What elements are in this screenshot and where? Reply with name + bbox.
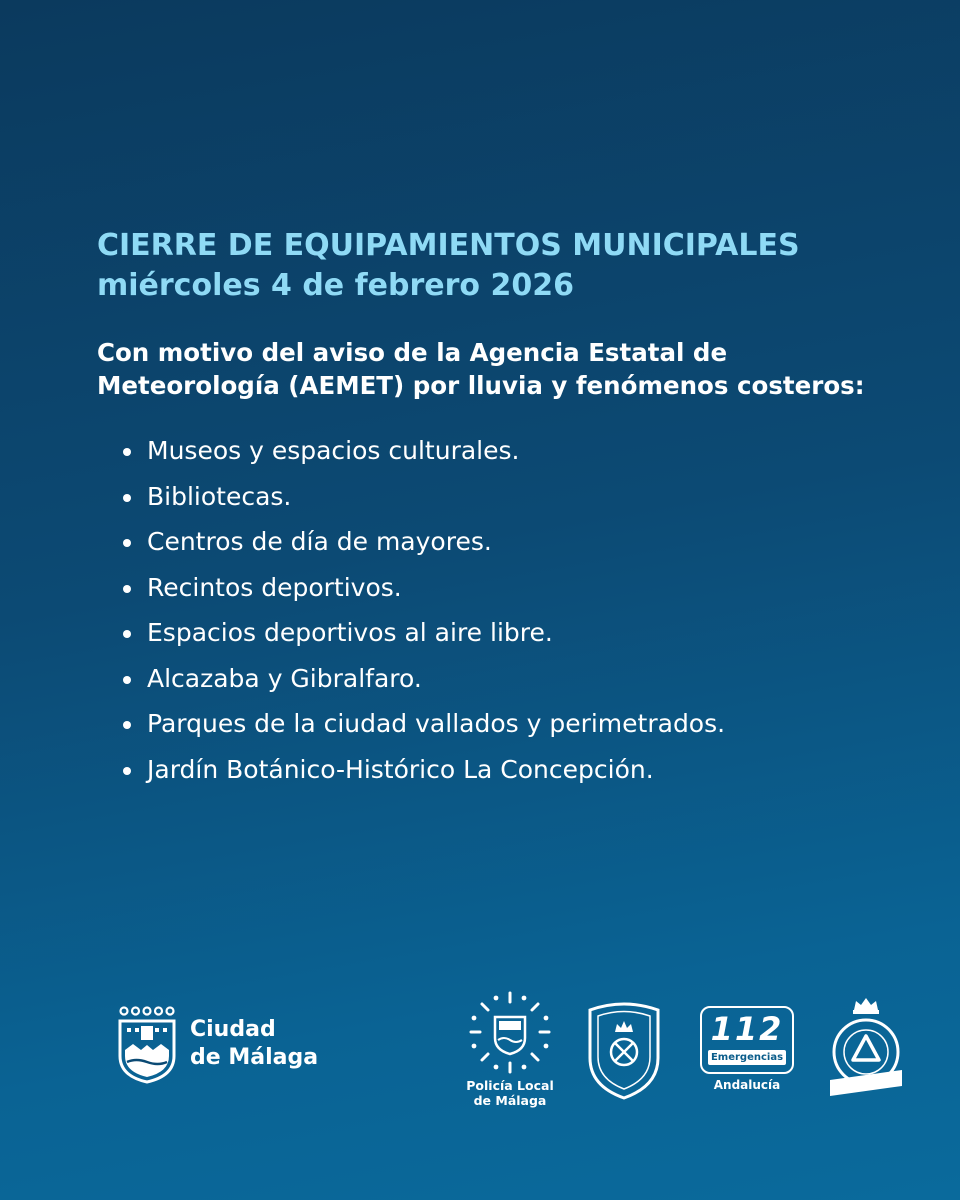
bomberos-logo — [584, 1000, 664, 1100]
city-name-line-2: de Málaga — [190, 1045, 319, 1070]
announcement-heading — [97, 226, 897, 306]
intro-line-2: Meteorología (AEMET) por lluvia y fenómenos costeros: — [97, 371, 865, 400]
ciudad-de-malaga-logo — [118, 1004, 338, 1084]
civil-protection-emblem-icon — [826, 996, 906, 1100]
announcement-content — [97, 226, 897, 792]
list-item: Bibliotecas. — [97, 474, 897, 520]
police-caption-line-2: de Málaga — [473, 1093, 547, 1108]
list-item: Jardín Botánico-Histórico La Concepción. — [97, 747, 897, 793]
list-item: Espacios deportivos al aire libre. — [97, 610, 897, 656]
police-emblem-icon — [460, 990, 560, 1076]
intro-text — [97, 336, 897, 402]
emergencias-112-logo — [700, 1006, 794, 1096]
list-item: Museos y espacios culturales. — [97, 428, 897, 474]
list-item: Recintos deportivos. — [97, 565, 897, 611]
list-item: Alcazaba y Gibralfaro. — [97, 656, 897, 702]
city-name-line-1: Ciudad — [190, 1017, 276, 1042]
proteccion-civil-logo — [826, 996, 906, 1100]
emergency-label: Emergencias — [708, 1050, 786, 1065]
emergency-badge — [700, 1006, 794, 1074]
emergency-region: Andalucía — [713, 1078, 781, 1092]
closures-list — [97, 428, 897, 792]
list-item: Centros de día de mayores. — [97, 519, 897, 565]
city-name — [190, 1016, 318, 1072]
emergency-number: 112 — [710, 1010, 784, 1048]
heading-date: miércoles 4 de febrero 2026 — [97, 268, 574, 303]
policia-local-logo — [460, 990, 560, 1112]
city-crest-icon — [118, 1004, 176, 1084]
police-caption — [460, 1078, 560, 1108]
intro-line-1: Con motivo del aviso de la Agencia Estatal de — [97, 338, 728, 367]
list-item: Parques de la ciudad vallados y perimetrados. — [97, 701, 897, 747]
police-caption-line-1: Policía Local — [466, 1078, 554, 1093]
heading-title: CIERRE DE EQUIPAMIENTOS MUNICIPALES — [97, 228, 800, 263]
fire-department-badge-icon — [584, 1000, 664, 1100]
